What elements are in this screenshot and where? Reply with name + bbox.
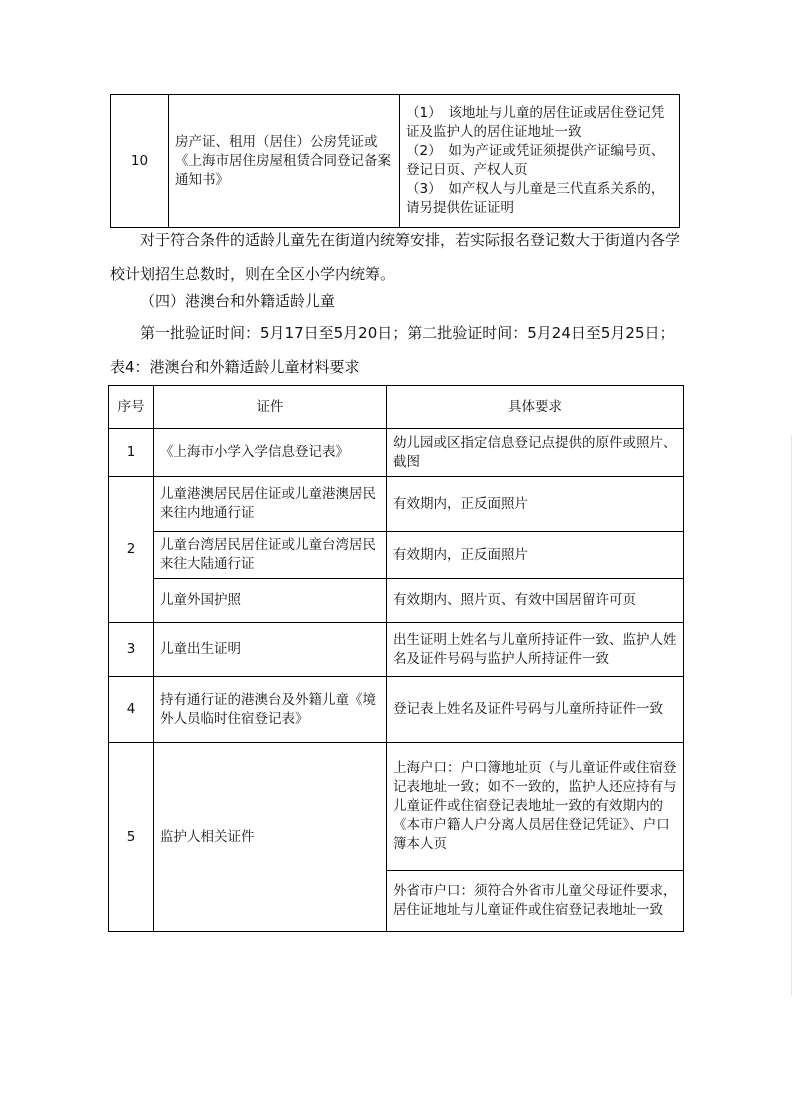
requirement-item: （1） 该地址与儿童的居住证或居住登记凭证及监护人的居住证地址一致	[406, 105, 665, 140]
table-row	[109, 677, 684, 743]
row-number: 1	[109, 429, 154, 477]
row-number: 3	[109, 623, 154, 677]
table-row	[109, 532, 684, 579]
row-number: 5	[109, 743, 154, 932]
table-row	[109, 477, 684, 532]
table-row	[109, 429, 684, 477]
table-row	[109, 579, 684, 623]
certificate-cell: 儿童出生证明	[154, 623, 387, 677]
table-row	[111, 95, 680, 228]
residence-proof-table	[110, 94, 680, 228]
requirement-item: （3） 如产权人与儿童是三代直系关系的，请另提供佐证证明	[406, 181, 665, 216]
requirement-cell: 外省市户口：须符合外省市儿童父母证件要求，居住证地址与儿童证件或住宿登记表地址一致	[387, 871, 684, 932]
requirement-cell: 幼儿园或区指定信息登记点提供的原件或照片、截图	[387, 429, 684, 477]
requirement-cell: 登记表上姓名及证件号码与儿童所持证件一致	[387, 677, 684, 743]
requirement-cell: 上海户口：户口簿地址页（与儿童证件或住宿登记表地址一致；如不一致的，监护人还应持有与儿童证件或住宿登记表地址一致的有效期内的《本市户籍人户分离人员居住登记凭证》、户口簿本人页	[387, 743, 684, 871]
requirement-cell: 出生证明上姓名与儿童所持证件一致、监护人姓名及证件号码与监护人所持证件一致	[387, 623, 684, 677]
row-number: 10	[111, 95, 169, 228]
certificate-cell: 房产证、租用（居住）公房凭证或《上海市居住房屋租赁合同登记备案通知书》	[169, 95, 400, 228]
certificate-cell: 儿童台湾居民居住证或儿童台湾居民来往大陆通行证	[154, 532, 387, 579]
column-header: 具体要求	[387, 386, 684, 429]
certificate-cell: 《上海市小学入学信息登记表》	[154, 429, 387, 477]
body-paragraph: 第一批验证时间：5月17日至5月20日；第二批验证时间：5月24日至5月25日；表4：港澳台和外籍适龄儿童材料要求	[110, 324, 675, 376]
requirement-cell: 有效期内，正反面照片	[387, 477, 684, 532]
section-heading: （四）港澳台和外籍适龄儿童	[140, 292, 336, 310]
requirement-cell: 有效期内、照片页、有效中国居留许可页	[387, 579, 684, 623]
certificate-cell: 监护人相关证件	[154, 743, 387, 932]
certificate-cell: 儿童港澳居民居住证或儿童港澳居民来往内地通行证	[154, 477, 387, 532]
materials-table	[108, 385, 684, 932]
requirement-cell: 有效期内，正反面照片	[387, 532, 684, 579]
certificate-cell: 儿童外国护照	[154, 579, 387, 623]
requirement-cell	[400, 95, 680, 228]
column-header: 证件	[154, 386, 387, 429]
table-header-row	[109, 386, 684, 429]
row-number: 2	[109, 477, 154, 623]
body-paragraph: 对于符合条件的适龄儿童先在街道内统筹安排，若实际报名登记数大于街道内各学校计划招生总数时，则在全区小学内统筹。	[110, 231, 681, 283]
table-row	[109, 743, 684, 871]
table-row	[109, 623, 684, 677]
column-header: 序号	[109, 386, 154, 429]
certificate-cell: 持有通行证的港澳台及外籍儿童《境外人员临时住宿登记表》	[154, 677, 387, 743]
row-number: 4	[109, 677, 154, 743]
requirement-item: （2） 如为产证或凭证须提供产证编号页、登记日页、产权人页	[406, 143, 665, 178]
